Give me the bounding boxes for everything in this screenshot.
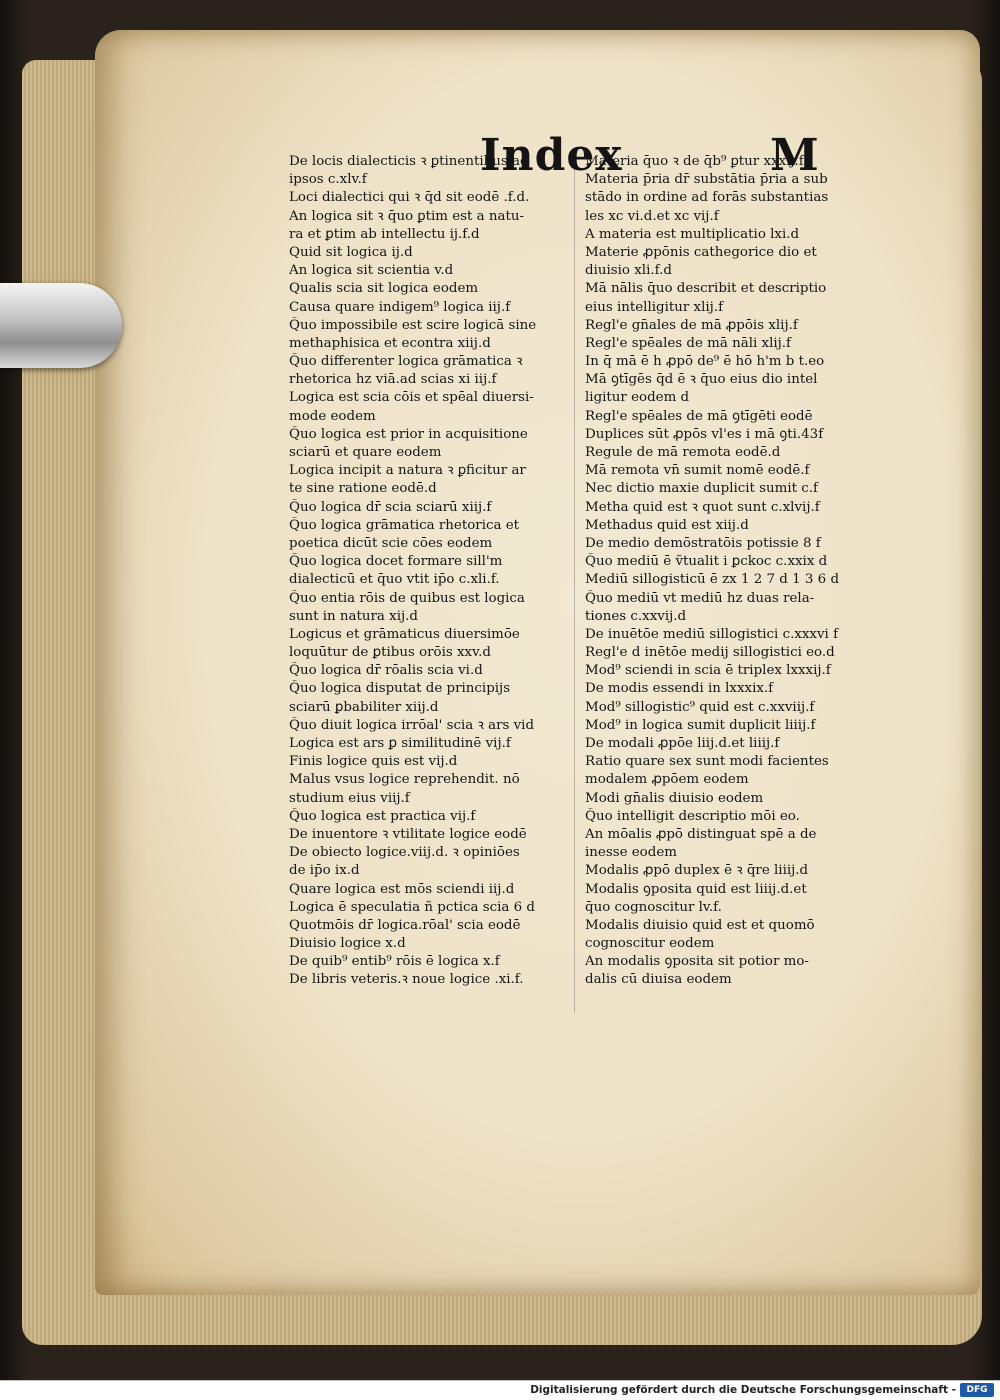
index-entry: loquūtur de ꝑtibus orōis xxv.d	[289, 645, 491, 661]
index-entry: Quid sit logica ij.d	[289, 244, 413, 260]
index-entry: Q̄uo logica grāmatica rhetorica et	[289, 517, 520, 533]
index-entry: Causa quare indigem⁹ logica iij.f	[289, 299, 511, 315]
index-entry: ligitur eodem d	[585, 390, 690, 406]
index-entry: Modi gn̄alis diuisio eodem	[585, 790, 764, 806]
index-entry: De obiecto logice.viij.d. ꝛ opiniōes	[289, 845, 520, 861]
index-entry: Regl'e spēales de mā nāli xlij.f	[585, 335, 792, 351]
index-entry: poetica dicūt̄ scie cōes eodem	[289, 535, 493, 551]
index-entry: De quib⁹ entib⁹ rōis ē logica x.f	[289, 954, 500, 970]
index-entry: cognoscitur eodem	[585, 936, 715, 952]
index-entry: De modis essendi in lxxxix.f	[585, 681, 774, 697]
page-holder-clip	[0, 283, 122, 368]
index-entry: Modalis diuisio quid est et quomō	[585, 917, 815, 933]
index-entry: Mā ꝯtīgēs q̄d ē ꝛ q̄uo eius dio intel	[585, 372, 818, 388]
index-entry: Mod⁹ sciendi in scia ē triplex lxxxij.f	[585, 663, 831, 679]
section-letter: M	[770, 130, 820, 181]
index-entry: Logica est ars ꝑ similitudinē vij.f	[289, 736, 511, 751]
index-entry: sciarū et quare eodem	[289, 445, 442, 460]
index-entry: Duplices sūt ꝓpōs vl'es i mā ꝯti.43f	[585, 426, 824, 442]
index-entry: Methadus quid est xiij.d	[585, 517, 749, 533]
index-entry: Finis logice quis est vij.d	[289, 754, 458, 770]
dfg-logo: DFG	[960, 1383, 994, 1397]
index-entry: Regule de mā remota eodē.d	[585, 445, 781, 460]
index-entry: sciarū ꝑbabiliter xiij.d	[289, 699, 439, 715]
index-entry: Mā nālis q̄uo describit̄ et descriptio	[585, 281, 827, 297]
left-column	[289, 153, 571, 990]
index-entry: Q̄uo logica docet formare sill'm	[289, 554, 503, 570]
index-entry: Qualis scia sit logica eodem	[289, 281, 479, 297]
index-entry: Q̄uo diuit̄ logica irrōal' scia ꝛ ars vid	[289, 717, 535, 733]
index-entry: ra et ꝑtim ab intellectu ij.f.d	[289, 226, 480, 242]
index-entry: dalis cū diuisa eodem	[585, 972, 732, 988]
index-entry: Modalis ꝯposita quid est liiij.d.et	[585, 881, 807, 897]
index-entry: de ip̄o ix.d	[289, 863, 360, 879]
index-entry: An logica sit scientia v.d	[289, 263, 454, 279]
index-entry: Q̄uo impossibile est scire logicā sine	[289, 317, 537, 333]
footer-bar	[0, 1380, 1000, 1400]
column-divider	[574, 153, 575, 1013]
index-entry: Regl'e spēales de mā ꝯtīgēti eodē	[585, 408, 813, 424]
index-entry: An modalis ꝯposita sit potior mo-	[585, 954, 809, 970]
index-entry: Logica est scia cōis et spēal̄ diuersi-	[289, 390, 534, 406]
index-entry: De modali ꝓpōe liij.d.et liiij.f	[585, 736, 780, 751]
index-entry: De inuētōe mediū sillogistici c.xxxvi f	[585, 626, 839, 642]
index-entry: modalem ꝓpōem eodem	[585, 772, 749, 788]
index-entry: Regl'e gn̄ales de mā ꝓpōis xlij.f	[585, 317, 798, 333]
index-entry: Logica ē speculatia ñ pctica scia 6 d	[289, 899, 535, 915]
index-entry: studium eius viij.f	[289, 790, 410, 806]
index-entry: De medio demōstratōis potissie 8 f	[585, 535, 821, 551]
index-entry: ipsos c.xlv.f	[289, 172, 367, 188]
index-entry: Materia p̄ria dr̄ substātia p̄ria a sub	[585, 172, 828, 188]
index-entry: methaphisica et econtra xiij.d	[289, 335, 491, 351]
index-entry: diuisio xli.f.d	[585, 263, 672, 279]
index-entry: Ratio quare sex sunt modi facientes	[585, 754, 829, 770]
index-entry: Logicus et grāmaticus diuersimōe	[289, 626, 520, 642]
index-entry: Loci dialectici qui ꝛ q̄d sit̄ eodē .f.d.	[289, 190, 530, 206]
index-entry: Logica incipit a natura ꝛ ꝑficitur ar	[289, 463, 526, 479]
index-entry: Diuisio logice x.d	[289, 936, 406, 952]
index-entry: tiones c.xxvij.d	[585, 608, 687, 624]
index-entry: stādo in ordine ad forās substantias	[585, 190, 829, 206]
index-entry: Metha quid est ꝛ quot sunt c.xlvij.f	[585, 499, 820, 515]
index-entry: An mōalis ꝓpō distinguat̄ spē a de	[585, 826, 817, 842]
index-entry: De libris veteris.ꝛ noue logice .xi.f.	[289, 972, 524, 988]
index-entry: te sine ratione eodē.d	[289, 481, 437, 497]
index-entry: Modalis ꝓpō duplex ē ꝛ q̄re liiij.d	[585, 863, 809, 879]
index-entry: Q̄uo differenter logica grāmatica ꝛ	[289, 354, 523, 370]
index-entry: sunt in natura xij.d	[289, 608, 418, 624]
index-entry: Regl'e d inētōe medij sillogistici eo.d	[585, 645, 835, 661]
index-entry: De inuentore ꝛ vtilitate logice eodē	[289, 826, 527, 842]
index-entry: Mod⁹ in logica sumit̄ duplicit̄ liiij.f	[585, 717, 816, 733]
index-entry: Materie ꝓpōnis cathegorice dio et	[585, 244, 817, 260]
index-columns	[289, 153, 874, 1023]
index-entry: Q̄uo logica est prior in acquisitione	[289, 426, 528, 442]
index-entry: An logica sit ꝛ q̄uo ꝑtim est a natu-	[289, 208, 525, 224]
index-entry: Q̄uo logica dr̄ scia sciarū xiij.f	[289, 499, 492, 515]
index-entry: Materia q̄uo ꝛ de q̄b⁹ ꝑtur xxxij.f	[585, 154, 804, 169]
right-column	[585, 153, 867, 990]
index-entry: Q̄uo logica disputat de principijs	[289, 681, 511, 697]
index-entry: Quotmōis dr̄ logica.rōal' scia eodē	[289, 917, 521, 933]
index-entry: mode eodem	[289, 408, 376, 424]
index-entry: Malus vsus logice reprehendit̄. nō	[289, 772, 520, 788]
index-entry: Q̄uo mediū vt mediū h̄z duas rela-	[585, 590, 815, 606]
index-entry: q̄uo cognoscitur lv.f.	[585, 899, 722, 915]
footer-credit: Digitalisierung gefördert durch die Deutsche Forschungsgemeinschaft -	[530, 1384, 956, 1396]
index-entry: rhetorica h̄z viā.ad scias xi iij.f	[289, 372, 497, 388]
index-entry: Mā remota vn̄ sumit nomē eodē.f	[585, 463, 810, 479]
index-entry: les xc vi.d.et xc vij.f	[585, 208, 719, 224]
index-entry: Q̄uo logica dr̄ rōalis scia vi.d	[289, 663, 483, 679]
index-entry: eius intelligitur xlij.f	[585, 299, 724, 315]
index-entry: Q̄uo intelligit̄ descriptio mōi eo.	[585, 808, 800, 824]
index-entry: inesse eodem	[585, 845, 677, 861]
index-entry: Nec dictio maxie duplicit̄ sumit c.f	[585, 481, 819, 497]
index-entry: De locis dialecticis ꝛ ꝑtinentibus ad	[289, 154, 529, 169]
index-entry: A materia est multiplicatio lxi.d	[585, 226, 800, 242]
index-heading: Index	[480, 130, 623, 181]
index-entry: Q̄uo logica est practica vij.f	[289, 808, 476, 824]
index-entry: Mediū sillogisticū ē zx 1 2 7 d 1 3 6 d	[585, 572, 840, 588]
index-entry: Quare logica est mōs sciendi iij.d	[289, 881, 515, 897]
index-entry: dialecticū et q̄uo vtit̄ ip̄o c.xli.f.	[289, 572, 500, 588]
index-entry: In q̄ mā ē h ꝓpō de⁹ ē hō h'm b t.eo	[585, 354, 825, 370]
index-entry: Q̄uo entia rōis de quibus est logica	[289, 590, 525, 606]
index-entry: Q̄uo mediū ē ṽtualit̄ i ꝑckoc c.xxix d	[585, 554, 828, 570]
index-entry: Mod⁹ sillogistic⁹ quid est c.xxviij.f	[585, 699, 815, 715]
